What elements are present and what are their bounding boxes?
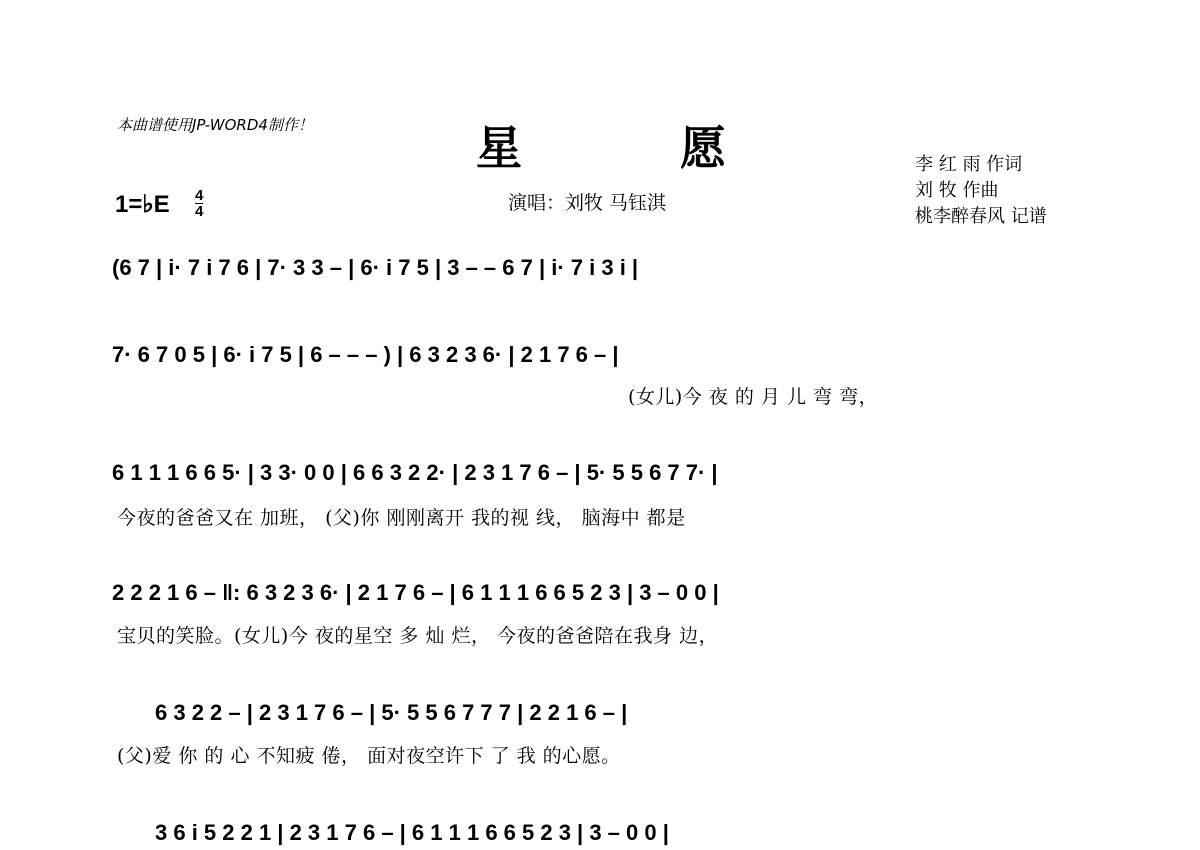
title-char-1: 星 bbox=[476, 121, 522, 175]
composer-credit: 刘 牧 作曲 bbox=[915, 180, 999, 201]
score-line-3: 6 1 1 1 6 6 5· | 3 3· 0 0 | 6 6 3 2 2· | 2 3 1 7 6 – | 5· 5 5 6 7 7· | bbox=[112, 460, 718, 485]
time-signature bbox=[195, 188, 203, 219]
performers: 演唱：刘牧 马钰淇 bbox=[508, 192, 667, 214]
lyric-line-3: 宝贝的笑脸。(女儿)今 夜的星空 多 灿 烂， 今夜的爸爸陪在我身 边， bbox=[117, 625, 719, 647]
score-line-4: 2 2 2 1 6 – ‖: 6 3 2 3 6· | 2 1 7 6 – | 6 1 1 1 6 6 5 2 3 | 3 – 0 0 | bbox=[112, 580, 719, 605]
time-signature-top: 4 bbox=[195, 187, 204, 204]
score-line-5: 6 3 2 2 – | 2 3 1 7 6 – | 5· 5 5 6 7 7 7 | 2 2 1 6 – | bbox=[155, 700, 628, 725]
software-credit: 本曲谱使用JP-WORD4制作！ bbox=[117, 116, 313, 134]
time-signature-bottom: 4 bbox=[195, 203, 204, 220]
transcriber-credit: 桃李醉春风 记谱 bbox=[915, 206, 1047, 227]
score-line-6: 3 6 i 5 2 2 1 | 2 3 1 7 6 – | 6 1 1 1 6 6 5 2 3 | 3 – 0 0 | bbox=[155, 820, 669, 845]
lyric-line-2: 今夜的爸爸又在 加班， (父)你 刚刚离开 我的视 线， 脑海中 都是 bbox=[117, 507, 686, 529]
score-line-2: 7· 6 7 0 5 | 6· i 7 5 | 6 – – – ) | 6 3 2 3 6· | 2 1 7 6 – | bbox=[112, 342, 619, 367]
lyric-line-1: (女儿)今 夜 的 月 儿 弯 弯， bbox=[628, 386, 879, 408]
lyric-line-4: (父)爱 你 的 心 不知疲 倦， 面对夜空许下 了 我 的心愿。 bbox=[117, 745, 621, 767]
title-char-2: 愿 bbox=[680, 121, 726, 175]
song-title bbox=[476, 112, 726, 178]
lyricist-credit: 李 红 雨 作词 bbox=[915, 154, 1023, 175]
score-line-1: (6 7 | i· 7 i 7 6 | 7· 3 3 – | 6· i 7 5 | 3 – – 6 7 | i· 7 i 3 i | bbox=[112, 255, 639, 280]
key-signature: 1=♭E bbox=[115, 191, 170, 218]
